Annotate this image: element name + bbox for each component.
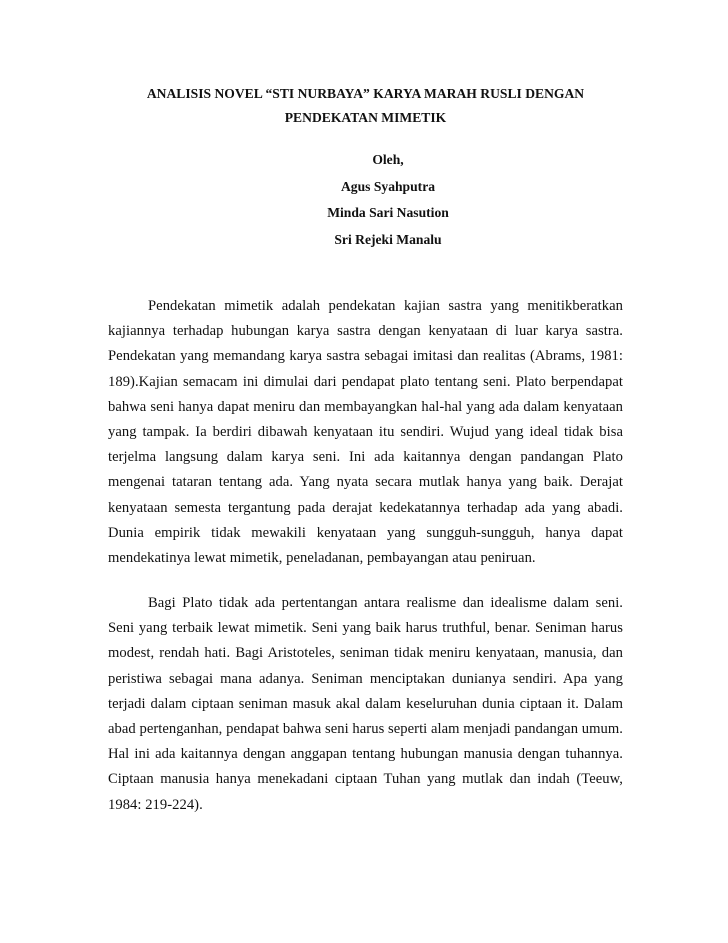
body-paragraph: Pendekatan mimetik adalah pendekatan kajian sastra yang menitikberatkan kajiannya terhadap hubungan karya sastra dengan kenyataan di luar karya sastra. Pendekatan yang memandang karya sastra sebagai imitasi dan realitas (Abrams, 1981: 189).Kajian semacam ini dimulai dari pendapat plato tentang seni. Plato berpendapat bahwa seni hanya dapat meniru dan membayangkan hal-hal yang ada dalam kenyataan yang tampak. Ia berdiri dibawah kenyataan itu sendiri. Wujud yang ideal tidak bisa terjelma langsung dalam karya seni. Ini ada kaitannya dengan pandangan Plato mengenai tataran tentang ada. Yang nyata secara mutlak hanya yang baik. Derajat kenyataan semesta tergantung pada derajat kedekatannya terhadap ada yang abadi. Dunia empirik tidak mewakili kenyataan yang sungguh-sungguh, hanya dapat mendekatinya lewat mimetik, peneladanan, pembayangan atau peniruan. (108, 298, 623, 567)
author-name: Agus Syahputra (340, 179, 436, 194)
author-name: Sri Rejeki Manalu (334, 232, 442, 247)
document-title-line-2: PENDEKATAN MIMETIK (284, 110, 447, 125)
body-paragraph: Bagi Plato tidak ada pertentangan antara realisme dan idealisme dalam seni. Seni yang terbaik lewat mimetik. Seni yang baik harus truthful, benar. Seniman harus modest, rendah hati. Bagi Aristoteles, seniman tidak meniru kenyataan, manusia, dan peristiwa sebagai mana adanya. Seniman menciptakan dunianya sendiri. Apa yang terjadi dalam ciptaan seniman masuk akal dalam keseluruhan dunia ciptaan it. Dalam abad pertenganhan, pendapat bahwa seni harus seperti alam menjadi pandangan umum. Hal ini ada kaitannya dengan anggapan tentang hubungan manusia dengan tuhannya. Ciptaan manusia hanya menekadani ciptaan Tuhan yang mutlak dan indah (Teeuw, 1984: 219-224). (108, 595, 623, 813)
byline-label: Oleh, (372, 152, 404, 167)
author-name: Minda Sari Nasution (327, 205, 449, 220)
document-title-line-1: ANALISIS NOVEL “STI NURBAYA” KARYA MARAH RUSLI DENGAN (146, 86, 585, 101)
